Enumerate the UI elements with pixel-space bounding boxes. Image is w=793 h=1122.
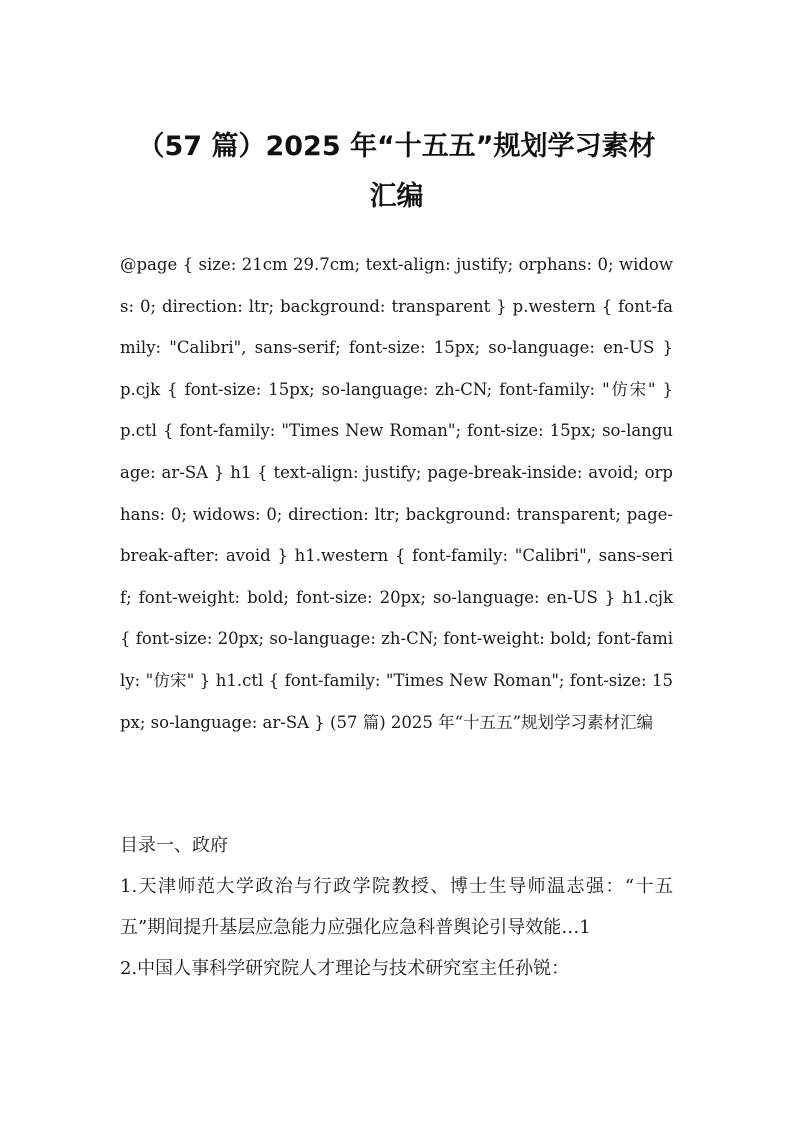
- toc-item-1: 1.天津师范大学政治与行政学院教授、博士生导师温志强：“十五五”期间提升基层应急能力应强化应急科普舆论引导效能…1: [120, 876, 673, 938]
- stray-css-text: @page { size: 21cm 29.7cm; text-align: justify; orphans: 0; widows: 0; direction: ltr; background: transparent } p.western { font-family: "Calibri", sans-serif; font-size: 15px; so-language: en-US } p.cjk { font-size: 15px; so-language: zh-CN; font-family: "仿宋" } p.ctl { font-family: "Times New Roman"; font-size: 15px; so-language: ar-SA } h1 { text-align: justify; page-break-inside: avoid; orphans: 0; widows: 0; direction: ltr; background: transparent; page-break-after: avoid } h1.western { font-family: "Calibri", sans-serif; font-weight: bold; font-size: 20px; so-language: en-US } h1.cjk { font-size: 20px; so-language: zh-CN; font-weight: bold; font-family: "仿宋" } h1.ctl { font-family: "Times New Roman"; font-size: 15px; so-language: ar-SA } (57 篇) 2025 年“十五五”规划学习素材汇编: [120, 255, 673, 732]
- toc-item-2: 2.中国人事科学研究院人才理论与技术研究室主任孙锐：: [120, 958, 570, 979]
- title-line-1: （57 篇）2025 年“十五五”规划学习素材: [137, 131, 656, 162]
- table-of-contents: [120, 825, 673, 989]
- toc-heading: 目录一、政府: [120, 835, 228, 856]
- document-title: [100, 122, 693, 222]
- title-line-2: 汇编: [369, 181, 424, 212]
